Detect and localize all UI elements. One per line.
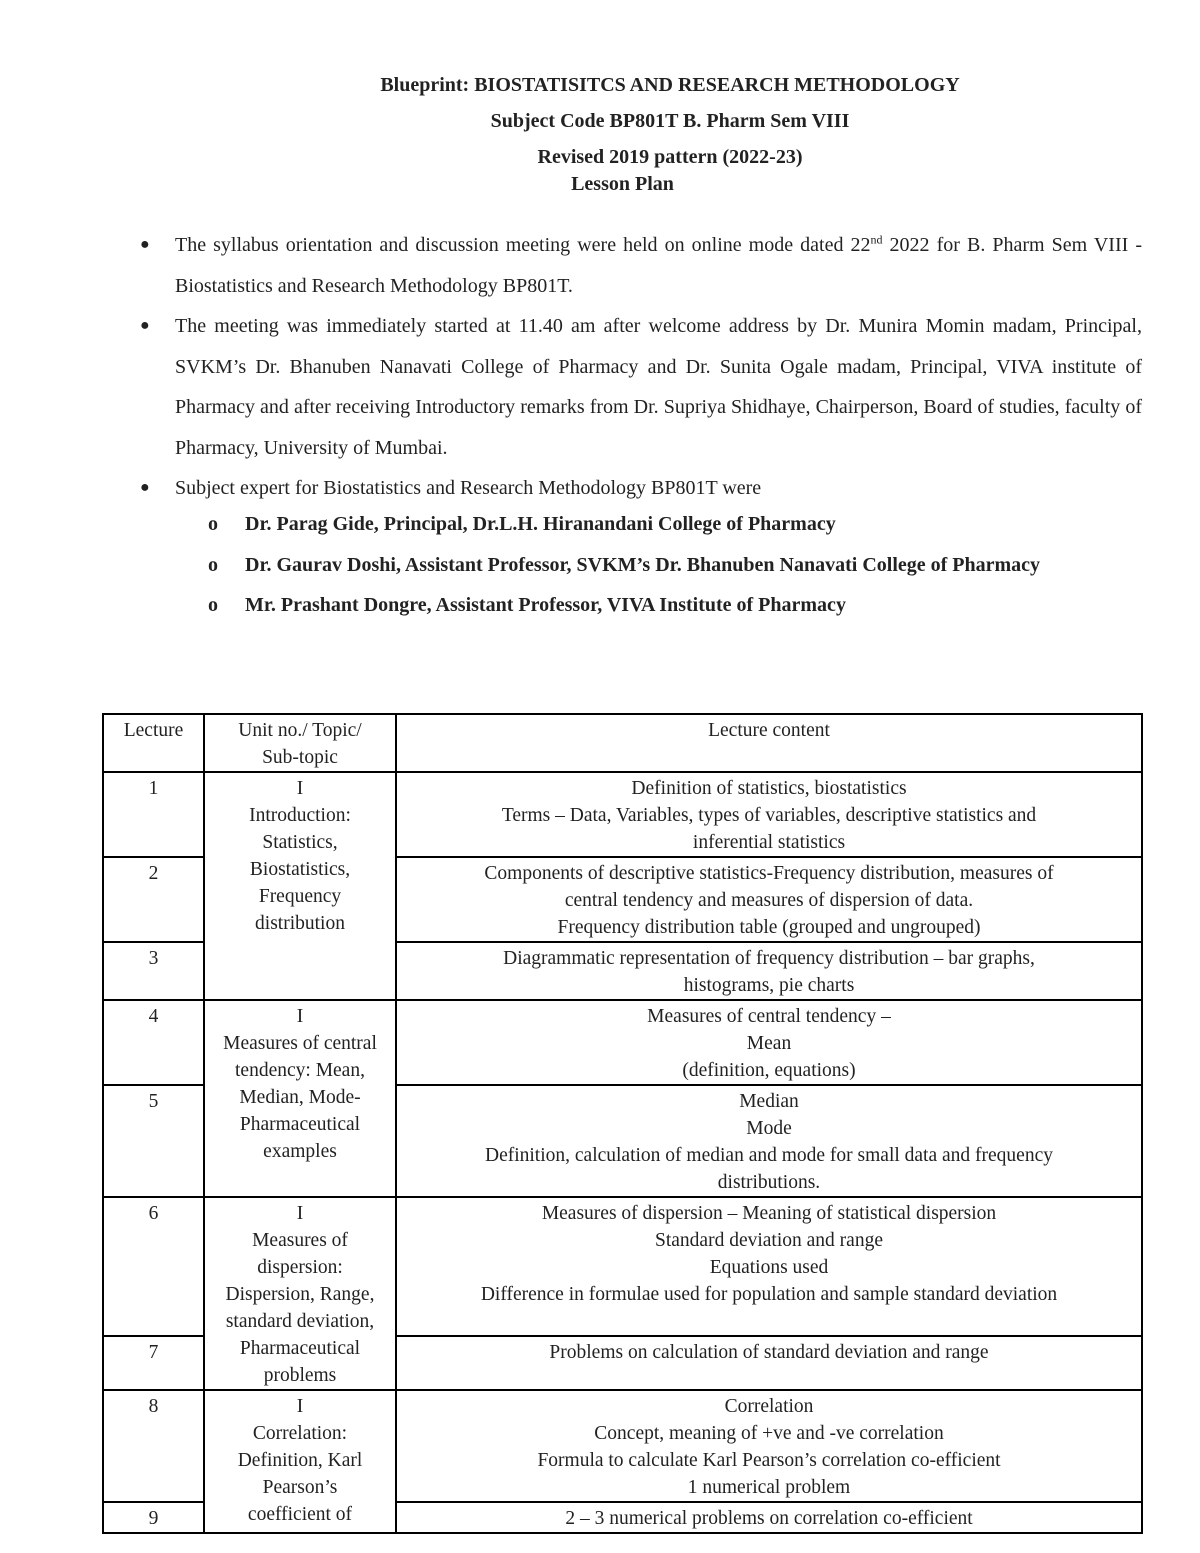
subject-code: Subject Code BP801T B. Pharm Sem VIII bbox=[490, 110, 850, 132]
lecture-number: 3 bbox=[103, 942, 204, 1000]
expert-list bbox=[208, 504, 1142, 626]
lecture-content: Median Mode Definition, calculation of median and mode for small data and frequency distributions. bbox=[396, 1085, 1142, 1197]
lecture-content: Measures of central tendency – Mean (definition, equations) bbox=[396, 1000, 1142, 1085]
lecture-content: Diagrammatic representation of frequency distribution – bar graphs, histograms, pie charts bbox=[396, 942, 1142, 1000]
lecture-number: 6 bbox=[103, 1197, 204, 1336]
bullet-item bbox=[140, 306, 1142, 468]
lecture-content: Correlation Concept, meaning of +ve and -ve correlation Formula to calculate Karl Pearson’s correlation co-efficient 1 numerical problem bbox=[396, 1390, 1142, 1502]
pattern-label: Revised 2019 pattern (2022-23) bbox=[537, 146, 803, 168]
table-row bbox=[103, 1197, 1142, 1336]
table-row bbox=[103, 772, 1142, 857]
expert-item: o Dr. Parag Gide, Principal, Dr.L.H. Hiranandani College of Pharmacy bbox=[208, 504, 1142, 545]
topic-cell: I Correlation: Definition, Karl Pearson’s coefficient of bbox=[204, 1390, 396, 1533]
lecture-number: 5 bbox=[103, 1085, 204, 1197]
bullet-text: The meeting was immediately started at 11.40 am after welcome address by Dr. Munira Momin madam, Principal, SVKM’s Dr. Bhanuben Nanavati College of Pharmacy and Dr. Sunita Ogale madam, Principal, VIVA institute of Pharmacy and after receiving Introductory remarks from Dr. Supriya Shidhaye, Chairperson, Board of studies, faculty of Pharmacy, University of Mumbai. bbox=[175, 315, 1142, 459]
header-topic: Unit no./ Topic/ Sub-topic bbox=[204, 714, 396, 772]
expert-item: o Dr. Gaurav Doshi, Assistant Professor, SVKM’s Dr. Bhanuben Nanavati College of Pharmacy bbox=[208, 545, 1142, 586]
bullet-icon: ● bbox=[140, 317, 150, 334]
sub-bullet-icon: o bbox=[208, 594, 218, 616]
lecture-number: 4 bbox=[103, 1000, 204, 1085]
lecture-number: 9 bbox=[103, 1502, 204, 1533]
table-row bbox=[103, 1000, 1142, 1085]
lecture-content: Definition of statistics, biostatistics Terms – Data, Variables, types of variables, descriptive statistics and inferential statistics bbox=[396, 772, 1142, 857]
bullet-icon: ● bbox=[140, 479, 150, 496]
header-lecture: Lecture bbox=[103, 714, 204, 772]
bullet-text: Subject expert for Biostatistics and Research Methodology BP801T were bbox=[175, 477, 762, 499]
lesson-plan-table bbox=[102, 713, 1143, 1534]
table-row bbox=[103, 1390, 1142, 1502]
topic-cell: I Introduction: Statistics, Biostatistics, Frequency distribution bbox=[204, 772, 396, 1000]
table-header-row bbox=[103, 714, 1142, 772]
expert-item: o Mr. Prashant Dongre, Assistant Professor, VIVA Institute of Pharmacy bbox=[208, 585, 1142, 626]
bullet-item bbox=[140, 225, 1142, 306]
topic-cell: I Measures of central tendency: Mean, Median, Mode- Pharmaceutical examples bbox=[204, 1000, 396, 1197]
lecture-number: 8 bbox=[103, 1390, 204, 1502]
lecture-number: 2 bbox=[103, 857, 204, 942]
lecture-content: Problems on calculation of standard deviation and range bbox=[396, 1336, 1142, 1390]
lecture-content: 2 – 3 numerical problems on correlation co-efficient bbox=[396, 1502, 1142, 1533]
bullet-item bbox=[140, 468, 1142, 509]
bullet-text: The syllabus orientation and discussion meeting were held on online mode dated 22nd 2022 for B. Pharm Sem VIII -Biostatistics and Research Methodology BP801T. bbox=[175, 232, 1142, 297]
sub-bullet-icon: o bbox=[208, 553, 218, 576]
lecture-number: 7 bbox=[103, 1336, 204, 1390]
bullet-icon: ● bbox=[140, 236, 150, 253]
document-title: Blueprint: BIOSTATISITCS AND RESEARCH METHODOLOGY bbox=[380, 74, 960, 96]
lecture-content: Measures of dispersion – Meaning of statistical dispersion Standard deviation and range Equations used Difference in formulae used for population and sample standard deviation bbox=[396, 1197, 1142, 1336]
lesson-plan-heading: Lesson Plan bbox=[571, 173, 674, 195]
meeting-notes bbox=[140, 225, 1142, 509]
topic-cell: I Measures of dispersion: Dispersion, Range, standard deviation, Pharmaceutical problems bbox=[204, 1197, 396, 1390]
lecture-content: Components of descriptive statistics-Frequency distribution, measures of central tendency and measures of dispersion of data. Frequency distribution table (grouped and ungrouped) bbox=[396, 857, 1142, 942]
header-content: Lecture content bbox=[396, 714, 1142, 772]
sub-bullet-icon: o bbox=[208, 513, 218, 535]
lecture-number: 1 bbox=[103, 772, 204, 857]
